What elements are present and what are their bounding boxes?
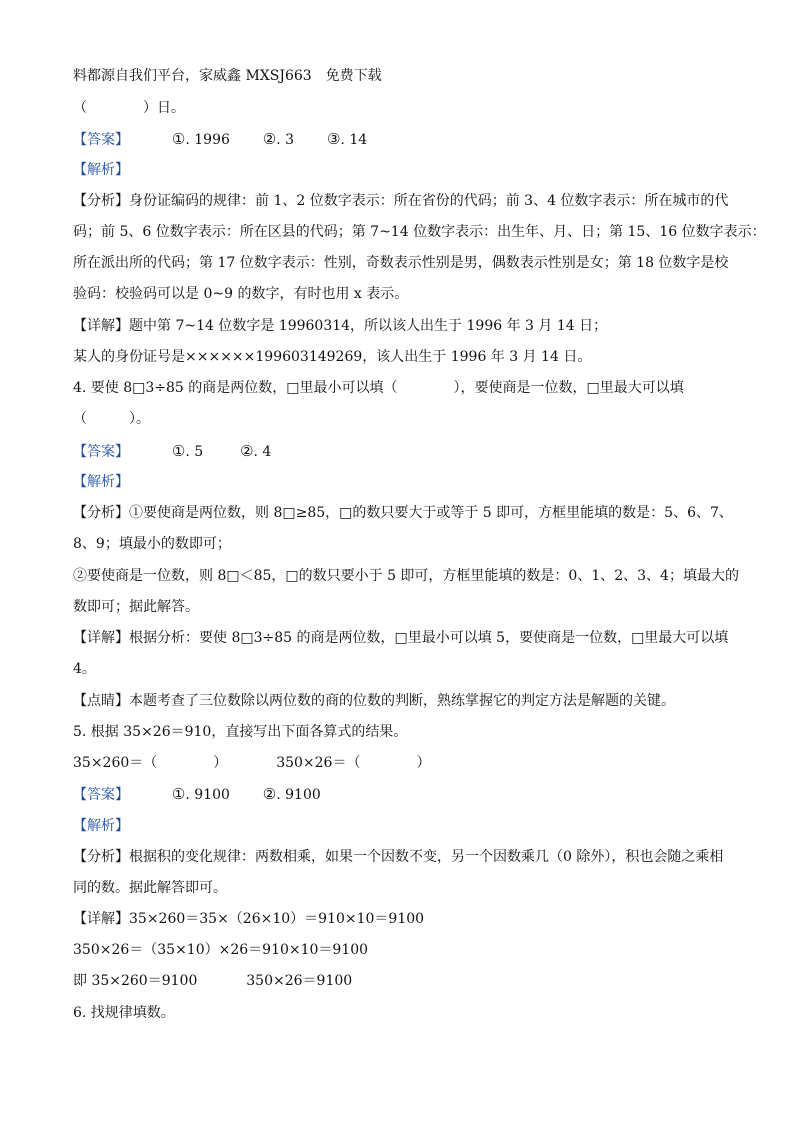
analysis-text: 根据积的变化规律：两数相乘，如果一个因数不变，另一个因数乘几（0 除外），积也会随之乘相 (129, 849, 724, 865)
answer-3-value: . 14 (340, 132, 368, 148)
q5-analysis-line-1 (73, 847, 723, 867)
q4-analysis-line-1 (73, 503, 733, 523)
detail-text: 题中第 7~14 位数字是 19960314，所以该人出生于 1996 年 3 月 14 日； (129, 318, 608, 334)
detail-tag: 【详解】 (73, 630, 129, 646)
q5-stem: 5. 根据 35×26＝910，直接写出下面各算式的结果。 (73, 724, 408, 740)
analysis-tag: 【分析】 (73, 193, 129, 209)
answer-3-mark: ③ (326, 130, 341, 148)
q4-analysis-line-4: 数即可；据此解答。 (73, 599, 199, 615)
answer-2-mark: ② (240, 442, 254, 460)
watermark-text: 料都源自我们平台，家威鑫 MXSJ663 免费下载 (73, 68, 382, 84)
detail-text: 35×260＝35×（26×10）＝910×10＝9100 (129, 911, 425, 927)
answer-2-mark: ② (262, 130, 277, 148)
q5-detail-line-2: 350×26＝（35×10）×26＝910×10＝9100 (73, 942, 369, 958)
answer-2-value: . 9100 (276, 787, 321, 803)
q4-analysis-line-2: 8、9；填最小的数即可； (73, 536, 231, 552)
answer-1-mark: ① (171, 785, 186, 803)
q4-detail-line-1 (73, 628, 729, 648)
answer-2-value: . 3 (276, 132, 295, 148)
analysis-text: ①要使商是两位数，则 8□≥85，□的数只要大于或等于 5 即可，方框里能填的数是：5、6、7、 (129, 505, 733, 521)
analysis-tag: 【分析】 (73, 849, 129, 865)
answer-1-value: . 1996 (185, 132, 230, 148)
answer-2-value: . 4 (253, 444, 272, 460)
q3-analysis-line-2: 码；前 5、6 位数字表示：所在区县的代码；第 7~14 位数字表示：出生年、月、日；第 15、16 位数字表示： (73, 224, 766, 240)
answer-1-mark: ① (171, 130, 186, 148)
q5-detail-line-3 (73, 971, 723, 991)
q5-detail-result-1: 即 35×260＝9100 (73, 973, 198, 989)
q3-detail-line-2: 某人的身份证号是××××××199603149269，该人出生于 1996 年 3 月 14 日。 (73, 349, 592, 365)
jiexi-heading: 【解析】 (73, 162, 129, 178)
q5-expr-1: 35×260＝（ ） (73, 755, 228, 771)
q4-answer-row (73, 441, 723, 462)
q3-blank-day: （ ）日。 (73, 100, 185, 116)
answer-1-mark: ① (171, 442, 186, 460)
answer-tag: 【答案】 (73, 444, 129, 460)
q3-analysis-line-4: 验码：校验码可以是 0~9 的数字，有时也用 x 表示。 (73, 286, 409, 302)
analysis-text: 身份证编码的规律：前 1、2 位数字表示：所在省份的代码；前 3、4 位数字表示：所在城市的代 (129, 193, 729, 209)
analysis-tag: 【分析】 (73, 505, 129, 521)
answer-tag: 【答案】 (73, 787, 129, 803)
q4-analysis-line-3: ②要使商是一位数，则 8□＜85，□的数只要小于 5 即可，方框里能填的数是：0、1、2、3、4；填最大的 (73, 568, 739, 584)
q5-detail-line-1 (73, 909, 723, 929)
jiexi-heading: 【解析】 (73, 818, 129, 834)
q5-answer-row (73, 784, 723, 805)
jiexi-heading: 【解析】 (73, 474, 129, 490)
answer-1-value: . 5 (185, 444, 204, 460)
answer-1-value: . 9100 (185, 787, 230, 803)
q4-comment (73, 691, 723, 711)
q5-expr-2: 350×26＝（ ） (276, 755, 431, 771)
q3-analysis-line-1 (73, 191, 729, 211)
q5-analysis-line-2: 同的数。据此解答即可。 (73, 880, 227, 896)
comment-tag: 【点睛】 (73, 693, 129, 709)
answer-2-mark: ② (262, 785, 277, 803)
q4-detail-line-2: 4。 (73, 661, 96, 677)
q3-answer-row (73, 129, 723, 150)
q4-stem-line-2: （ ）。 (73, 411, 150, 427)
q5-detail-result-2: 350×26＝9100 (246, 973, 353, 989)
detail-text: 根据分析：要使 8□3÷85 的商是两位数，□里最小可以填 5，要使商是一位数，□里最大可以填 (129, 630, 729, 646)
answer-tag: 【答案】 (73, 132, 129, 148)
detail-tag: 【详解】 (73, 911, 129, 927)
q6-stem: 6. 找规律填数。 (73, 1005, 175, 1021)
q3-detail-line-1 (73, 316, 723, 336)
detail-tag: 【详解】 (73, 318, 129, 334)
comment-text: 本题考查了三位数除以两位数的商的位数的判断，熟练掌握它的判定方法是解题的关键。 (129, 693, 675, 709)
q4-stem-line-1: 4. 要使 8□3÷85 的商是两位数，□里最小可以填（ ），要使商是一位数，□里最大可以填 (73, 380, 684, 396)
q3-analysis-line-3: 所在派出所的代码；第 17 位数字表示：性别，奇数表示性别是男，偶数表示性别是女；第 18 位数字是校 (73, 255, 729, 271)
q5-expressions (73, 753, 723, 773)
